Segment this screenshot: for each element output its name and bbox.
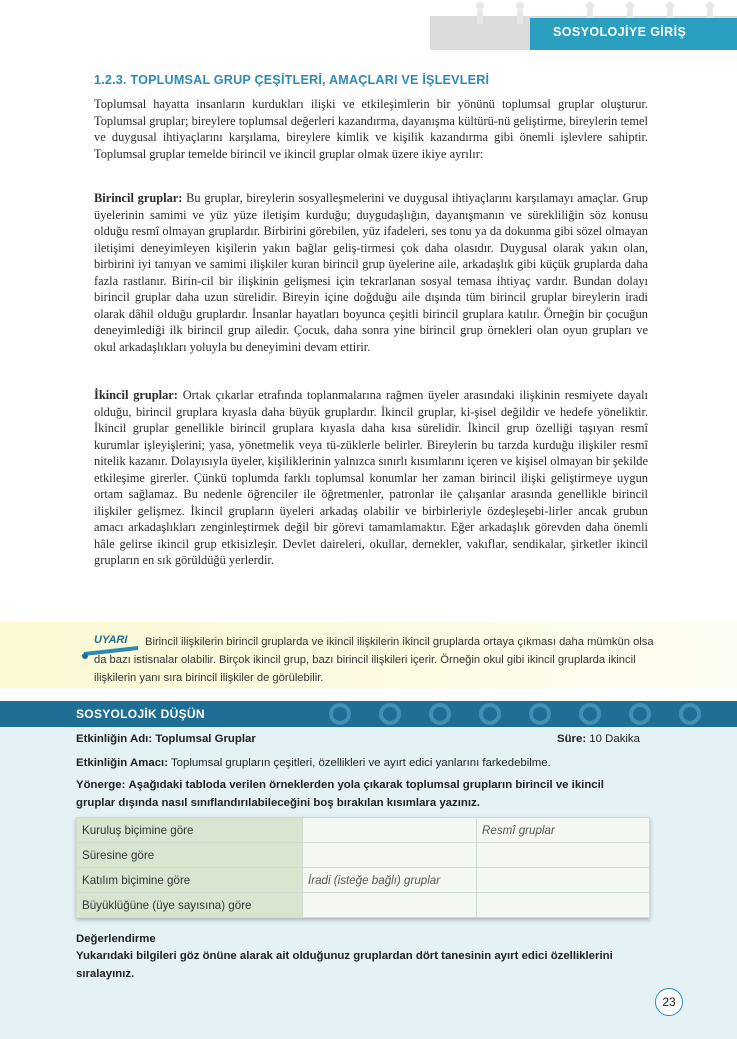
gears-icon xyxy=(320,697,737,731)
activity-name-label: Etkinliğin Adı: xyxy=(76,733,153,745)
table-cell: Katılım biçimine göre xyxy=(77,868,303,893)
activity-band-title: SOSYOLOJİK DÜŞÜN xyxy=(76,707,205,721)
table-row xyxy=(77,843,650,868)
table-row xyxy=(77,868,650,893)
page-number: 23 xyxy=(655,988,683,1016)
table-cell-blank[interactable] xyxy=(303,893,477,918)
instruction-label: Yönerge: xyxy=(76,779,126,791)
activity-purpose-row xyxy=(76,757,551,769)
table-cell: Resmî gruplar xyxy=(477,818,650,843)
purpose-label: Etkinliğin Amacı: xyxy=(76,757,168,769)
table-cell-blank[interactable] xyxy=(303,843,477,868)
secondary-groups-term: İkincil gruplar: xyxy=(94,388,178,402)
secondary-groups-text: Ortak çıkarlar etrafında toplanmalarına rağmen üyeler arasındaki ilişkinin resmiyete dayalı olduğu, birincil gruplara kıyasla daha büyük gruplardır. İkincil gruplar, ki-şisel değildir ve hedefe yöneliktir. İkincil gruplar genellikle birincil gruplara kıyasla daha kısa sürelidir. İkincil grup özelliği taşıyan resmî kurumlar işleyişlerini; yasa, yönetmelik veya tü-züklerle belirler. Bireylerin bu tarzda kurduğu ilişkiler resmî nitelik kazanır. Dolayısıyla üyeler, kişiliklerinin yalnızca sınırlı kısımlarını içeren ve kişisel olmayan bir şekilde etkileşime girerler. Çünkü toplumda farklı toplumsal konumlar her zaman birincil ilişki geliştirmeye uygun ortam sağlamaz. Bu nedenle öğrenciler ile öğretmenler, patronlar ile çalışanlar arasında genellikle birincil ilişkiler gelişmez. İkincil grupların üyeleri arkadaş olabilir ve birbirleriyle özdeşleşebi-lirler ancak grubun amacı arkadaşlıkları zenginleştirmek değil bir görevi tamamlamaktır. Eğer arkadaşlık görevden daha önemli hâle gelirse ikincil grup etkisizleşir. Devlet daireleri, okullar, dernekler, vakıflar, sendikalar, şirketler ikincil grupların en sık görüldüğü yerlerdir. xyxy=(94,388,648,568)
section-title: 1.2.3. TOPLUMSAL GRUP ÇEŞİTLERİ, AMAÇLARI VE İŞLEVLERİ xyxy=(94,73,490,87)
activity-duration-row xyxy=(557,733,640,745)
classification-table xyxy=(76,817,650,918)
duration-label: Süre: xyxy=(557,733,587,745)
evaluation-line-2: sıralayınız. xyxy=(76,968,135,980)
duration-value: 10 Dakika xyxy=(589,733,640,745)
activity-name-row xyxy=(76,733,256,745)
activity-name-value: Toplumsal Gruplar xyxy=(155,733,256,745)
header-title: SOSYOLOJİYE GİRİŞ xyxy=(553,25,687,39)
intro-paragraph: Toplumsal hayatta insanların kurdukları ilişki ve etkileşimlerin bir yönünü toplumsal gruplar oluşturur. Toplumsal gruplar; bireylere toplumsal değerleri kazandırma, dayanışma kültürü-nü geliştirme, bireylerin temel ve duygusal ihtiyaçlarını karşılama, bireylere kimlik ve kişilik kazandırma gibi önemli işlevlere sahiptir. Toplumsal gruplar temelde birincil ve ikincil gruplar olmak üzere ikiye ayrılır: xyxy=(94,97,648,161)
table-cell-blank[interactable] xyxy=(303,818,477,843)
table-row xyxy=(77,893,650,918)
primary-groups-term: Birincil gruplar: xyxy=(94,191,183,205)
instruction-text-1: Aşağıdaki tabloda verilen örneklerden yola çıkarak toplumsal grupların birincil ve ikincil xyxy=(128,779,604,791)
table-cell: Süresine göre xyxy=(77,843,303,868)
page-header xyxy=(0,0,737,58)
secondary-groups-paragraph xyxy=(94,387,648,569)
primary-groups-text: Bu gruplar, bireylerin sosyalleşmelerini ve duygusal ihtiyaçlarını karşılamayı amaçlar. Grup üyelerinin samimi ve yüz yüze iletişim kurduğu; duygudaşlığın, dayanışmanın ve sürekliliğin söz konusu olduğu resmî olmayan gruplardır. Birbirini görebilen, yüz ifadeleri, ses tonu ya da dokunma gibi sözel olmayan iletişimi deneyimleyen kişilerin yakın bağlar geliş-tirmesi çok daha olasıdır. Duygusal olarak yakın olan, birbirini iyi tanıyan ve samimi ilişkiler kuran birincil grup üyelerine aile, arkadaşlık gibi küçük gruplarda daha fazla rastlanır. Birin-cil bir ilişkinin gelişmesi için tekrarlanan sosyal temasa ihtiyaç vardır. Bundan dolayı birincil gruplar daha uzun sürelidir. Bireyin içine doğduğu aile dışında tüm birincil gruplar bireylerin iradi olarak dâhil olduğu gruplardır. İnsanlar hayatları boyunca çeşitli birincil gruplara katılır. Örneğin bir çocuğun deneyimlediği ilk birincil grup ailedir. Çocuk, daha sonra yine birincil grup örnekleri olan oyun grupları ve okul arkadaşlıkları yoluyla bu deneyimini devam ettirir. xyxy=(94,191,648,354)
table-cell: İradi (isteğe bağlı) gruplar xyxy=(303,868,477,893)
table-row xyxy=(77,818,650,843)
table-cell: Kuruluş biçimine göre xyxy=(77,818,303,843)
warning-label: UYARI xyxy=(94,634,128,646)
table-cell-blank[interactable] xyxy=(477,868,650,893)
table-cell-blank[interactable] xyxy=(477,893,650,918)
table-cell-blank[interactable] xyxy=(477,843,650,868)
purpose-value: Toplumsal grupların çeşitleri, özellikleri ve ayırt edici yanlarını farkedebilme. xyxy=(170,757,551,769)
evaluation-line-1: Yukarıdaki bilgileri göz önüne alarak ait olduğunuz gruplardan dört tanesinin ayırt edici özelliklerini xyxy=(76,950,613,962)
primary-groups-paragraph xyxy=(94,190,648,355)
warning-text: Birincil ilişkilerin birincil gruplarda ve ikincil ilişkilerin ikincil gruplarda ortaya çıkması daha mümkün olsa da bazı istisnalar olabilir. Birçok ikincil grup, bazı birincil ilişkileri içerir. Örneğin okul gibi ikincil gruplarda ikincil ilişkilerin yanı sıra birincil ilişkiler de görülebilir. xyxy=(94,636,654,684)
instruction-line-1 xyxy=(76,779,604,791)
instruction-line-2: gruplar dışında nasıl sınıflandırılabileceğini boş bırakılan kısımlara yazınız. xyxy=(76,797,480,809)
table-cell: Büyüklüğüne (üye sayısına) göre xyxy=(77,893,303,918)
evaluation-title: Değerlendirme xyxy=(76,933,156,945)
